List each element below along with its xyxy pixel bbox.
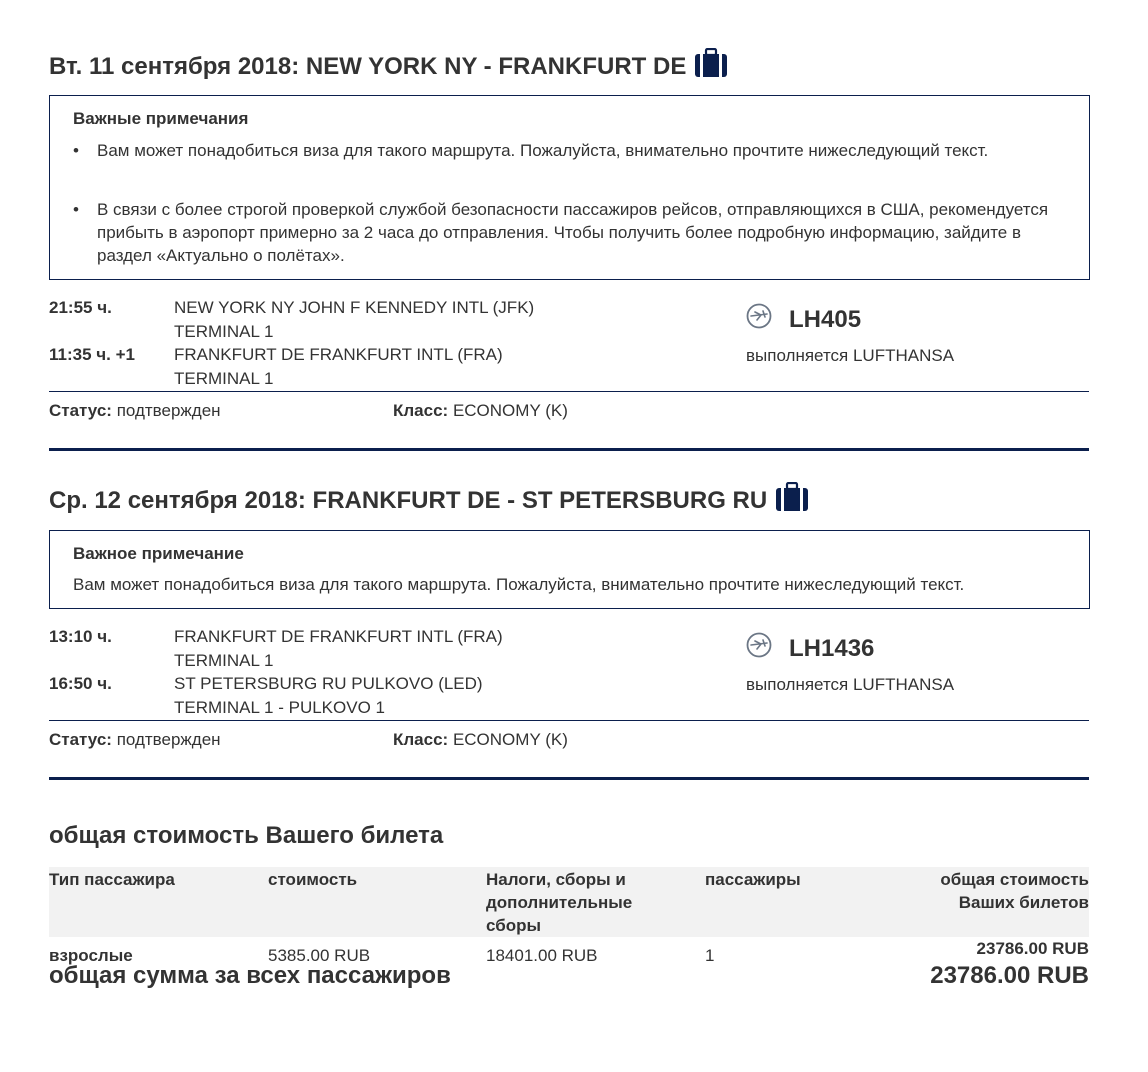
flight-number: LH405 bbox=[789, 306, 862, 333]
col-passenger-type: Тип пассажира bbox=[49, 870, 175, 889]
departure-airport: NEW YORK NY JOHN F KENNEDY INTL (JFK) bbox=[174, 298, 535, 317]
baggage-icon bbox=[775, 482, 809, 519]
departure-terminal: TERMINAL 1 bbox=[174, 651, 274, 670]
col-total: общая стоимость Ваших билетов bbox=[940, 870, 1089, 912]
departure-airport: FRANKFURT DE FRANKFURT INTL (FRA) bbox=[174, 627, 503, 646]
divider bbox=[49, 720, 1089, 721]
notice-title: Важное примечание bbox=[73, 544, 244, 563]
baggage-icon bbox=[694, 48, 728, 85]
cell-total: 23786.00 RUB bbox=[976, 939, 1089, 958]
important-notes-box bbox=[49, 95, 1090, 280]
operated-by: выполняется LUFTHANSA bbox=[746, 675, 955, 694]
section-divider bbox=[49, 777, 1089, 780]
flight-number: LH1436 bbox=[789, 635, 875, 662]
bullet: • bbox=[73, 141, 79, 160]
status-row: Статус: подтвержден bbox=[49, 401, 221, 420]
col-fare: стоимость bbox=[268, 870, 358, 889]
divider bbox=[49, 391, 1089, 392]
arrival-airport: FRANKFURT DE FRANKFURT INTL (FRA) bbox=[174, 345, 503, 364]
departure-time: 13:10 ч. bbox=[49, 627, 112, 646]
col-taxes: Налоги, сборы и дополнительные сборы bbox=[486, 870, 633, 935]
notice-text: Вам может понадобиться виза для такого маршрута. Пожалуйста, внимательно прочтите нижеследующий текст. bbox=[73, 575, 965, 594]
status-row: Статус: подтвержден bbox=[49, 730, 221, 749]
operated-by: выполняется LUFTHANSA bbox=[746, 346, 955, 365]
segment-2-title: Ср. 12 сентября 2018: FRANKFURT DE - ST PETERSBURG RU bbox=[49, 482, 809, 519]
notice-item: Вам может понадобиться виза для такого маршрута. Пожалуйста, внимательно прочтите нижеследующий текст. bbox=[97, 141, 989, 160]
arrival-airport: ST PETERSBURG RU PULKOVO (LED) bbox=[174, 674, 483, 693]
lufthansa-logo-icon bbox=[746, 303, 772, 329]
section-divider bbox=[49, 448, 1089, 451]
cell-taxes: 18401.00 RUB bbox=[486, 946, 598, 965]
col-passengers: пассажиры bbox=[705, 870, 801, 889]
departure-time: 21:55 ч. bbox=[49, 298, 112, 317]
lufthansa-logo-icon bbox=[746, 632, 772, 658]
arrival-terminal: TERMINAL 1 - PULKOVO 1 bbox=[174, 698, 385, 717]
class-row: Класс: ECONOMY (K) bbox=[393, 401, 568, 420]
grand-total-value: 23786.00 RUB bbox=[930, 962, 1089, 989]
class-row: Класс: ECONOMY (K) bbox=[393, 730, 568, 749]
cell-fare: 5385.00 RUB bbox=[268, 946, 371, 965]
arrival-terminal: TERMINAL 1 bbox=[174, 369, 274, 388]
notice-title: Важные примечания bbox=[73, 109, 249, 128]
arrival-time: 16:50 ч. bbox=[49, 674, 112, 693]
departure-terminal: TERMINAL 1 bbox=[174, 322, 274, 341]
price-title: общая стоимость Вашего билета bbox=[49, 822, 444, 849]
grand-total-label: общая сумма за всех пассажиров bbox=[49, 962, 451, 989]
cell-passengers: 1 bbox=[705, 946, 715, 965]
notice-item: В связи с более строгой проверкой службой безопасности пассажиров рейсов, отправляющихся в США, рекомендуется прибыть в аэропорт примерно за 2 часа до отправления. Чтобы получить более подробную информацию, зайдите в раздел «Актуально о полётах». bbox=[97, 200, 1049, 265]
arrival-time: 11:35 ч. +1 bbox=[49, 345, 135, 364]
important-note-box bbox=[49, 530, 1090, 609]
cell-passenger-type: взрослые bbox=[49, 946, 133, 965]
bullet: • bbox=[73, 200, 79, 219]
segment-1-title: Вт. 11 сентября 2018: NEW YORK NY - FRANKFURT DE bbox=[49, 48, 728, 85]
